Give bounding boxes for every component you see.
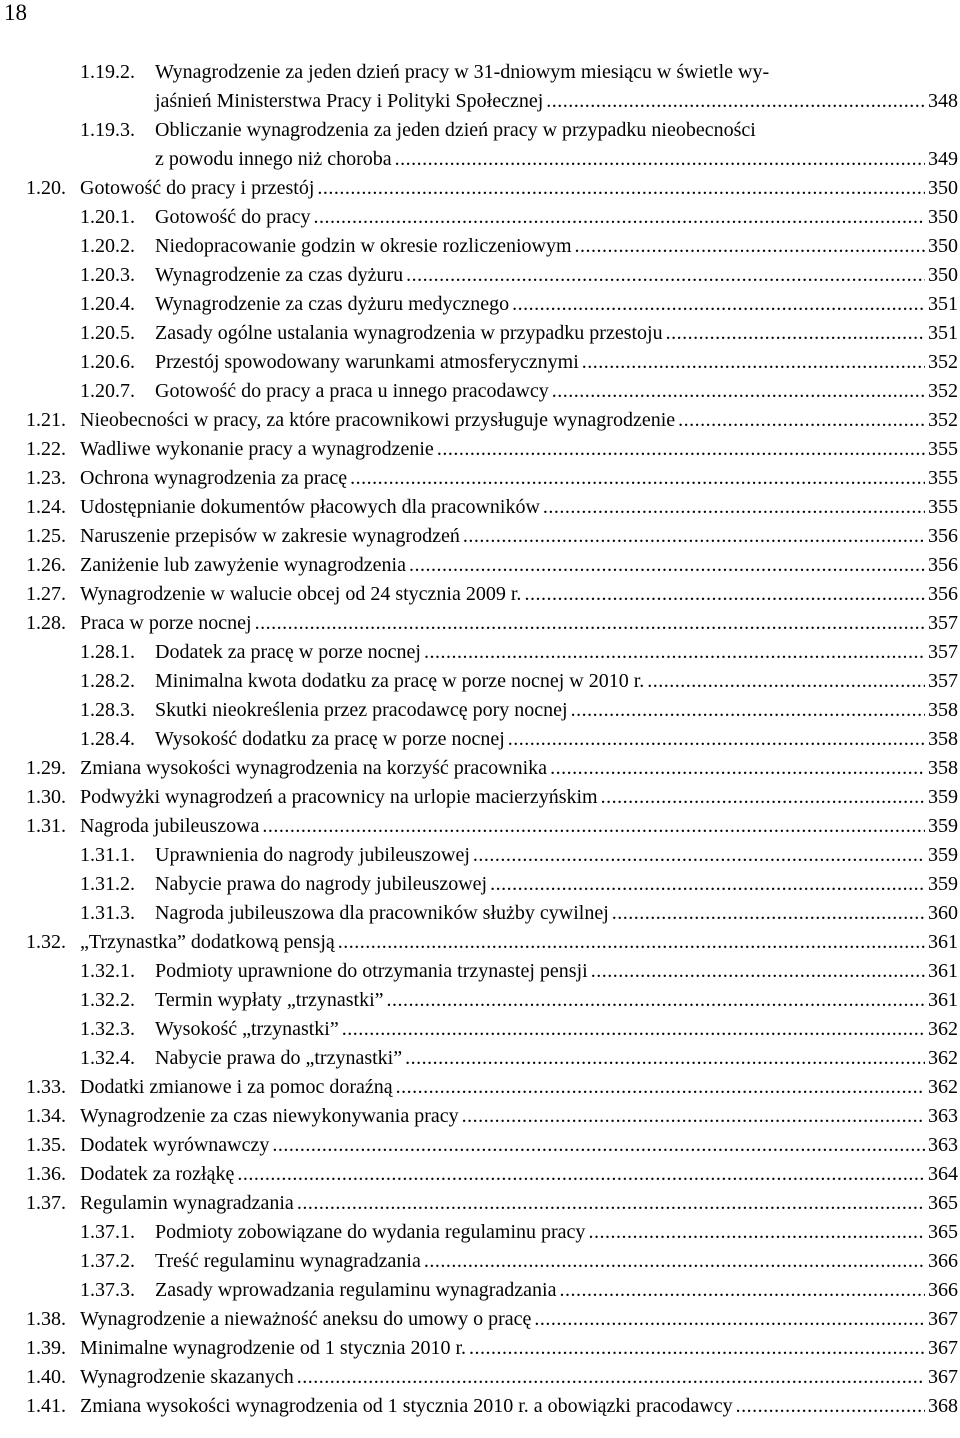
dot-leader: [262, 812, 925, 841]
toc-entry: [0, 754, 960, 783]
toc-entry-number: 1.31.3.: [80, 902, 135, 924]
toc-entry-title: Zaniżenie lub zawyżenie wynagrodzenia: [80, 554, 406, 576]
dot-leader: [424, 638, 925, 667]
toc-entry: [0, 696, 960, 725]
toc-entry-title: Podmioty uprawnione do otrzymania trzynastej pensji: [155, 960, 588, 982]
dot-leader: [473, 841, 925, 870]
toc-entry-page: 365: [928, 1221, 958, 1243]
toc-entry: [0, 1131, 960, 1160]
dot-leader: [575, 232, 925, 261]
toc-entry-page: 367: [928, 1366, 958, 1388]
dot-leader: [317, 174, 925, 203]
toc-entry-title: Zmiana wysokości wynagrodzenia na korzyść pracownika: [80, 757, 548, 779]
toc-entry-page: 350: [928, 235, 958, 257]
toc-entry: [0, 377, 960, 406]
toc-entry-page: 352: [928, 409, 958, 431]
toc-entry-continuation: [0, 87, 960, 116]
toc-entry-page: 356: [928, 554, 958, 576]
dot-leader: [314, 203, 925, 232]
toc-entry-title: Dodatki zmianowe i za pomoc doraźną: [80, 1076, 393, 1098]
toc-entry-title: Przestój spowodowany warunkami atmosferycznymi: [155, 351, 579, 373]
toc-entry-page: 361: [928, 960, 958, 982]
dot-leader: [297, 1363, 925, 1392]
toc-entry-title: Minimalna kwota dodatku za pracę w porze nocnej w 2010 r.: [155, 670, 645, 692]
dot-leader: [560, 1276, 926, 1305]
toc-entry: [0, 667, 960, 696]
toc-entry-page: 359: [928, 844, 958, 866]
toc-entry-number: 1.25.: [26, 525, 66, 547]
toc-entry: [0, 1247, 960, 1276]
toc-entry-number: 1.31.: [26, 815, 66, 837]
toc-entry-number: 1.28.4.: [80, 728, 135, 750]
dot-leader: [387, 986, 925, 1015]
toc-entry-title: Termin wypłaty „trzynastki”: [155, 989, 384, 1011]
toc-entry-title: Nabycie prawa do „trzynastki”: [155, 1047, 403, 1069]
toc-entry-title: Udostępnianie dokumentów płacowych dla pracowników: [80, 496, 540, 518]
toc-entry-page: 350: [928, 177, 958, 199]
toc-entry-number: 1.31.1.: [80, 844, 135, 866]
toc-entry-number: 1.23.: [26, 467, 66, 489]
toc-entry-number: 1.36.: [26, 1163, 66, 1185]
dot-leader: [395, 145, 925, 174]
toc-entry: [0, 435, 960, 464]
toc-entry-page: 366: [928, 1250, 958, 1272]
toc-entry: [0, 841, 960, 870]
toc-entry-number: 1.32.: [26, 931, 66, 953]
toc-entry-number: 1.32.2.: [80, 989, 135, 1011]
dot-leader: [437, 435, 925, 464]
table-of-contents: [0, 58, 960, 1421]
toc-entry-title: Minimalne wynagrodzenie od 1 stycznia 2010 r.: [80, 1337, 467, 1359]
toc-entry-number: 1.20.4.: [80, 293, 135, 315]
toc-entry: [0, 116, 960, 145]
toc-entry-number: 1.29.: [26, 757, 66, 779]
toc-entry-number: 1.24.: [26, 496, 66, 518]
toc-entry: [0, 1276, 960, 1305]
toc-entry: [0, 1015, 960, 1044]
toc-entry-page: 352: [928, 380, 958, 402]
toc-entry-page: 355: [928, 467, 958, 489]
toc-entry-page: 351: [928, 293, 958, 315]
toc-entry-title: Podwyżki wynagrodzeń a pracownicy na urlopie macierzyńskim: [80, 786, 598, 808]
toc-entry-number: 1.26.: [26, 554, 66, 576]
dot-leader: [237, 1160, 925, 1189]
toc-entry-title: Nieobecności w pracy, za które pracownikowi przysługuje wynagrodzenie: [80, 409, 676, 431]
toc-entry-number: 1.37.1.: [80, 1221, 135, 1243]
dot-leader: [512, 290, 925, 319]
toc-entry: [0, 551, 960, 580]
toc-entry-number: 1.21.: [26, 409, 66, 431]
toc-entry-title: Nagroda jubileuszowa dla pracowników służby cywilnej: [155, 902, 609, 924]
toc-entry: [0, 1102, 960, 1131]
toc-entry-title: Dodatek za pracę w porze nocnej: [155, 641, 421, 663]
toc-entry-number: 1.34.: [26, 1105, 66, 1127]
dot-leader: [647, 667, 925, 696]
toc-entry-number: 1.20.1.: [80, 206, 135, 228]
toc-entry-title: Podmioty zobowiązane do wydania regulaminu pracy: [155, 1221, 586, 1243]
toc-entry: [0, 580, 960, 609]
toc-entry-title: Gotowość do pracy i przestój: [80, 177, 315, 199]
toc-entry-title: Wysokość dodatku za pracę w porze nocnej: [155, 728, 505, 750]
toc-entry-page: 357: [928, 612, 958, 634]
toc-entry: [0, 1044, 960, 1073]
toc-entry: [0, 290, 960, 319]
toc-entry-number: 1.20.3.: [80, 264, 135, 286]
toc-entry-number: 1.40.: [26, 1366, 66, 1388]
toc-entry-page: 361: [928, 931, 958, 953]
toc-entry-title: Dodatek wyrównawczy: [80, 1134, 270, 1156]
toc-entry: [0, 232, 960, 261]
toc-entry: [0, 406, 960, 435]
toc-entry: [0, 957, 960, 986]
toc-entry-page: 362: [928, 1047, 958, 1069]
toc-entry-page: 360: [928, 902, 958, 924]
dot-leader: [524, 580, 925, 609]
toc-entry-title: Praca w porze nocnej: [80, 612, 252, 634]
dot-leader: [678, 406, 925, 435]
toc-entry-title: Wynagrodzenie skazanych: [80, 1366, 294, 1388]
dot-leader: [409, 551, 925, 580]
toc-entry: [0, 812, 960, 841]
toc-entry: [0, 1189, 960, 1218]
toc-entry: [0, 1363, 960, 1392]
toc-entry-title: Zasady wprowadzania regulaminu wynagradzania: [155, 1279, 557, 1301]
toc-entry-page: 364: [928, 1163, 958, 1185]
toc-entry-number: 1.20.: [26, 177, 66, 199]
dot-leader: [736, 1392, 925, 1421]
toc-entry-page: 359: [928, 815, 958, 837]
dot-leader: [508, 725, 925, 754]
dot-leader: [582, 348, 925, 377]
toc-entry-title: Treść regulaminu wynagradzania: [155, 1250, 421, 1272]
dot-leader: [601, 783, 925, 812]
toc-entry-number: 1.20.2.: [80, 235, 135, 257]
toc-entry: [0, 261, 960, 290]
toc-entry-title: Ochrona wynagrodzenia za pracę: [80, 467, 348, 489]
toc-entry-title: Wynagrodzenie za czas dyżuru medycznego: [155, 293, 510, 315]
toc-entry-number: 1.28.: [26, 612, 66, 634]
toc-entry-title: Zmiana wysokości wynagrodzenia od 1 stycznia 2010 r. a obowiązki pracodawcy: [80, 1395, 733, 1417]
toc-entry-title: Regulamin wynagradzania: [80, 1192, 294, 1214]
toc-entry-title: Wynagrodzenie w walucie obcej od 24 stycznia 2009 r.: [80, 583, 522, 605]
toc-entry-page: 363: [928, 1134, 958, 1156]
toc-entry-page: 358: [928, 699, 958, 721]
toc-entry-title-continued: z powodu innego niż choroba: [155, 148, 392, 170]
toc-entry-number: 1.32.4.: [80, 1047, 135, 1069]
toc-entry-title: Wynagrodzenie za czas dyżuru: [155, 264, 404, 286]
toc-entry-number: 1.32.1.: [80, 960, 135, 982]
toc-entry-page: 348: [928, 90, 958, 112]
toc-entry-page: 359: [928, 786, 958, 808]
toc-entry-page: 359: [928, 873, 958, 895]
toc-entry-title: Wynagrodzenie za czas niewykonywania pracy: [80, 1105, 459, 1127]
dot-leader: [550, 754, 925, 783]
dot-leader: [272, 1131, 925, 1160]
toc-entry-title: Nagroda jubileuszowa: [80, 815, 260, 837]
toc-entry: [0, 1334, 960, 1363]
toc-entry: [0, 319, 960, 348]
dot-leader: [405, 1044, 925, 1073]
toc-entry-page: 368: [928, 1395, 958, 1417]
toc-entry-title: „Trzynastka” dodatkową pensją: [80, 931, 335, 953]
toc-entry: [0, 58, 960, 87]
toc-entry: [0, 725, 960, 754]
toc-entry-title: Wynagrodzenie za jeden dzień pracy w 31-dniowym miesiącu w świetle wy-: [155, 61, 770, 83]
toc-entry: [0, 493, 960, 522]
toc-entry: [0, 870, 960, 899]
toc-entry-number: 1.39.: [26, 1337, 66, 1359]
toc-entry: [0, 928, 960, 957]
dot-leader: [255, 609, 925, 638]
toc-entry-number: 1.28.3.: [80, 699, 135, 721]
dot-leader: [543, 493, 925, 522]
dot-leader: [666, 319, 925, 348]
toc-entry: [0, 899, 960, 928]
dot-leader: [546, 87, 925, 116]
toc-entry-page: 355: [928, 496, 958, 518]
dot-leader: [552, 377, 925, 406]
toc-entry-page: 361: [928, 989, 958, 1011]
toc-entry: [0, 1392, 960, 1421]
toc-entry-title: Zasady ogólne ustalania wynagrodzenia w przypadku przestoju: [155, 322, 663, 344]
toc-entry-title: Naruszenie przepisów w zakresie wynagrodzeń: [80, 525, 460, 547]
toc-entry-title-continued: jaśnień Ministerstwa Pracy i Polityki Społecznej: [155, 90, 544, 112]
toc-entry-title: Dodatek za rozłąkę: [80, 1163, 235, 1185]
toc-entry-number: 1.27.: [26, 583, 66, 605]
toc-entry-page: 356: [928, 525, 958, 547]
toc-entry-title: Wynagrodzenie a nieważność aneksu do umowy o pracę: [80, 1308, 532, 1330]
toc-entry-number: 1.22.: [26, 438, 66, 460]
dot-leader: [571, 696, 925, 725]
toc-entry-number: 1.20.7.: [80, 380, 135, 402]
toc-entry-number: 1.31.2.: [80, 873, 135, 895]
toc-entry: [0, 348, 960, 377]
toc-entry-number: 1.32.3.: [80, 1018, 135, 1040]
toc-entry: [0, 1073, 960, 1102]
toc-entry-page: 350: [928, 206, 958, 228]
dot-leader: [463, 522, 925, 551]
toc-entry-page: 367: [928, 1337, 958, 1359]
toc-entry-page: 358: [928, 757, 958, 779]
dot-leader: [588, 1218, 925, 1247]
toc-entry-page: 366: [928, 1279, 958, 1301]
dot-leader: [534, 1305, 925, 1334]
dot-leader: [342, 1015, 925, 1044]
toc-entry-page: 352: [928, 351, 958, 373]
toc-entry-number: 1.35.: [26, 1134, 66, 1156]
toc-entry-number: 1.19.3.: [80, 119, 135, 141]
toc-entry-continuation: [0, 145, 960, 174]
toc-entry-page: 350: [928, 264, 958, 286]
toc-entry-page: 362: [928, 1018, 958, 1040]
toc-entry: [0, 638, 960, 667]
dot-leader: [490, 870, 925, 899]
toc-entry-title: Uprawnienia do nagrody jubileuszowej: [155, 844, 470, 866]
toc-entry-page: 357: [928, 641, 958, 663]
toc-entry-page: 357: [928, 670, 958, 692]
dot-leader: [612, 899, 925, 928]
toc-entry: [0, 986, 960, 1015]
toc-entry-title: Obliczanie wynagrodzenia za jeden dzień pracy w przypadku nieobecności: [155, 119, 756, 141]
toc-entry-number: 1.28.1.: [80, 641, 135, 663]
toc-entry-page: 349: [928, 148, 958, 170]
toc-entry: [0, 174, 960, 203]
toc-entry-title: Gotowość do pracy: [155, 206, 311, 228]
toc-entry-page: 362: [928, 1076, 958, 1098]
toc-entry-title: Skutki nieokreślenia przez pracodawcę pory nocnej: [155, 699, 568, 721]
dot-leader: [396, 1073, 925, 1102]
toc-entry-page: 365: [928, 1192, 958, 1214]
dot-leader: [297, 1189, 925, 1218]
toc-entry-title: Gotowość do pracy a praca u innego pracodawcy: [155, 380, 549, 402]
toc-entry-number: 1.38.: [26, 1308, 66, 1330]
toc-entry-page: 355: [928, 438, 958, 460]
dot-leader: [406, 261, 925, 290]
toc-entry-number: 1.19.2.: [80, 61, 135, 83]
toc-entry: [0, 522, 960, 551]
dot-leader: [462, 1102, 925, 1131]
toc-entry-number: 1.41.: [26, 1395, 66, 1417]
toc-entry-number: 1.20.5.: [80, 322, 135, 344]
toc-entry: [0, 609, 960, 638]
toc-entry-page: 363: [928, 1105, 958, 1127]
toc-entry-number: 1.37.2.: [80, 1250, 135, 1272]
toc-entry-title: Nabycie prawa do nagrody jubileuszowej: [155, 873, 488, 895]
toc-entry-page: 358: [928, 728, 958, 750]
toc-entry-number: 1.30.: [26, 786, 66, 808]
toc-entry-number: 1.28.2.: [80, 670, 135, 692]
toc-entry-title: Wadliwe wykonanie pracy a wynagrodzenie: [80, 438, 434, 460]
dot-leader: [424, 1247, 925, 1276]
toc-entry: [0, 1160, 960, 1189]
toc-entry-number: 1.37.: [26, 1192, 66, 1214]
toc-entry-page: 356: [928, 583, 958, 605]
toc-entry-page: 367: [928, 1308, 958, 1330]
page-number: 18: [4, 0, 27, 25]
toc-entry-title: Wysokość „trzynastki”: [155, 1018, 339, 1040]
toc-entry-title: Niedopracowanie godzin w okresie rozliczeniowym: [155, 235, 572, 257]
toc-entry-number: 1.33.: [26, 1076, 66, 1098]
toc-entry-number: 1.37.3.: [80, 1279, 135, 1301]
toc-entry-number: 1.20.6.: [80, 351, 135, 373]
toc-entry: [0, 1218, 960, 1247]
toc-entry: [0, 464, 960, 493]
dot-leader: [338, 928, 925, 957]
dot-leader: [350, 464, 925, 493]
dot-leader: [591, 957, 925, 986]
dot-leader: [469, 1334, 925, 1363]
toc-entry: [0, 1305, 960, 1334]
toc-entry-page: 351: [928, 322, 958, 344]
toc-entry: [0, 203, 960, 232]
toc-entry: [0, 783, 960, 812]
